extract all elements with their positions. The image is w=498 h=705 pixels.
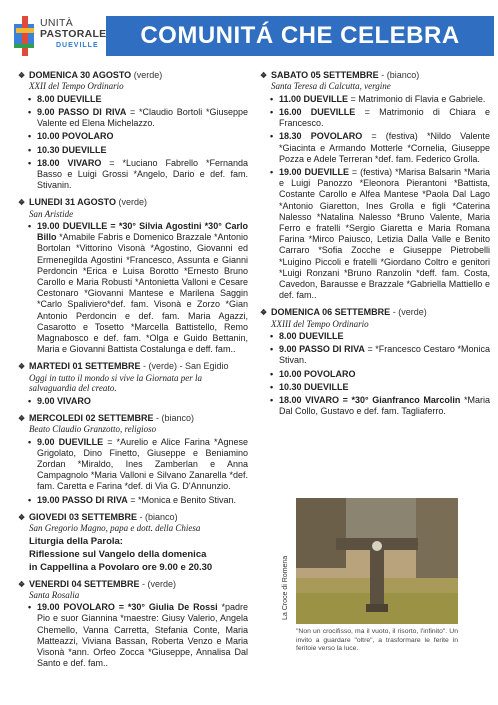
mass-entry bbox=[260, 395, 490, 417]
page-title: COMUNITÁ CHE CELEBRA bbox=[140, 22, 460, 49]
day-subtitle: Santa Rosalia bbox=[29, 589, 80, 600]
mass-time-place: 10.00 POVOLARO bbox=[37, 131, 114, 142]
photo-side-text: La Croce di Romena bbox=[282, 555, 289, 620]
liturgical-color: (verde) bbox=[133, 70, 163, 80]
mass-time-place: 10.00 POVOLARO bbox=[279, 368, 356, 379]
bullet-icon: • bbox=[28, 144, 32, 155]
bullet-icon: • bbox=[28, 436, 32, 447]
day-subtitle: XXIII del Tempo Ordinario bbox=[271, 318, 369, 329]
day-heading bbox=[18, 70, 248, 81]
day-heading bbox=[18, 413, 248, 424]
bullet-icon: • bbox=[270, 166, 274, 177]
mass-time-place: 18.00 VIVARO bbox=[37, 157, 102, 168]
logo-line-1: UNITÀ bbox=[40, 17, 73, 29]
day-section bbox=[18, 579, 248, 670]
day-title: MERCOLEDI 02 SETTEMBRE bbox=[29, 412, 154, 423]
mass-entry bbox=[260, 94, 490, 105]
day-heading bbox=[18, 512, 248, 523]
bullet-icon: • bbox=[270, 395, 274, 406]
mass-intentions: *Amabile Fabris e Domenico Brazzale *Antonio Bortolan *Vittorino Visonà *Agostino, Giovanni ed Ermenegilda Agostini *Francesco, Assunta e Gianni Perdoncin *Erica e Luisa Borotto *Ernesto Bruno Carollo e Maria Robusti *Antonietta Valloni e Cesare Cestonaro *Giovanni Mantese e Marilena Saggin *Carlo Spaliviero*def. fam. Visonà e Zorzo *Gian Antonio Perdoncin e def. fam. Maria Agazzi, Casarotto e Tosetto *Marcella Battistello, Remo Magnabosco e def. fam. *Olga e Guido Bettanin, Maria e Giovanni Battista Costalunga e deff. fam.. bbox=[37, 232, 248, 355]
mass-entry bbox=[260, 131, 490, 165]
liturgy-note: Liturgia della Parola: bbox=[29, 535, 123, 547]
mass-entry bbox=[18, 131, 248, 142]
mass-entry bbox=[18, 94, 248, 105]
liturgical-color: - (verde) bbox=[392, 307, 427, 318]
bullet-icon: • bbox=[270, 368, 274, 379]
bullet-icon: • bbox=[270, 344, 274, 355]
day-section bbox=[260, 307, 490, 417]
bullet-icon: • bbox=[28, 494, 32, 505]
liturgical-color: - (verde) - San Egidio bbox=[143, 361, 229, 372]
mass-time-place: 19.00 POVOLARO = *30° Giulia De Rossi bbox=[37, 602, 218, 613]
mass-intentions: = (festiva) *Marisa Balsarin *Maria e Luigi Panozzo *Eleonora Pierantoni *Battista, Costante Carollo e Alfea Mantese *Paola Dal Lago *Antonio Giaretton, Ines Grolla e figli *Caterina Nalesso *Natalina Nalesso *Bruno Valente, Maria Ferro e fratelli *Sergio Giaretta e Maria Romana Farina *Mirco Paiusco, Letizia Dalla Valle e Benito Carraro *Sofia Zocche e Giuseppe Pietrobelli *Luigino Piccoli e fratelli *Giordano Coltro e genitori *Luigi Ronzani *Bruno Ranzolin *deff. fam. Costa, Cavedon, Barausse e Brazzale *Gabriella Mattiello e def. fam.. bbox=[279, 166, 491, 301]
mass-time-place: 16.00 DUEVILLE bbox=[279, 106, 356, 117]
logo-line-3: DUEVILLE bbox=[56, 42, 99, 49]
mass-intentions: = *Luciano Fabrello *Fernanda Basso e Luigi Grossi *Angelo, Dario e def. fam. Stivanin. bbox=[37, 157, 248, 191]
bullet-icon: • bbox=[28, 131, 32, 142]
liturgical-color: - (bianco) bbox=[139, 511, 178, 522]
mass-entry bbox=[18, 437, 248, 493]
liturgical-color: - (bianco) bbox=[381, 70, 420, 80]
page-header bbox=[0, 0, 498, 66]
day-heading bbox=[260, 70, 490, 81]
mass-entry bbox=[260, 344, 490, 366]
mass-entry bbox=[18, 602, 248, 669]
cross-photo bbox=[296, 498, 458, 624]
mass-entry bbox=[18, 145, 248, 156]
mass-entry bbox=[18, 495, 248, 506]
cross-logo-icon bbox=[12, 14, 38, 58]
day-title: MARTEDI 01 SETTEMBRE bbox=[29, 361, 141, 372]
diamond-bullet-icon: ❖ bbox=[260, 308, 268, 318]
mass-time-place: 9.00 VIVARO bbox=[37, 395, 91, 406]
mass-entry bbox=[260, 107, 490, 129]
mass-intentions: = *Francesco Cestaro *Monica Stivan. bbox=[279, 344, 490, 366]
day-section bbox=[18, 197, 248, 355]
diamond-bullet-icon: ❖ bbox=[18, 198, 26, 208]
mass-intentions: *padre Pio e suor Giannina *maestre: Giusy Valerio, Angela Chemello, Vanna Carretta, Stefania Conte, Maria Matteazzi, Viviana Bassan, Roberta Venzo e Maria Visonà *ann. Orfeo Zocca *Giuseppe, Annalisa Dal Santo e def. fam.. bbox=[37, 602, 248, 669]
liturgical-color: (verde) bbox=[118, 197, 148, 208]
diamond-bullet-icon: ❖ bbox=[18, 362, 26, 372]
diamond-bullet-icon: ❖ bbox=[18, 413, 26, 423]
day-section bbox=[18, 70, 248, 191]
mass-entry bbox=[18, 158, 248, 192]
romena-cross-image bbox=[296, 498, 458, 624]
left-column bbox=[18, 70, 248, 675]
mass-intentions: = *Aurelio e Alice Farina *Agnese Grigolato, Dino Finetto, Giuseppe e Beniamino Zordan *Miraldo, Ines Zamberlan e Anna Campagnolo *Maria Valloni e Silvano Zanarella *def. fam. Caretta e Farina *def. di Via G. D'Annunzio. bbox=[37, 436, 248, 492]
bullet-icon: • bbox=[28, 106, 32, 117]
diamond-bullet-icon: ❖ bbox=[18, 512, 26, 522]
liturgical-color: - (verde) bbox=[142, 578, 177, 589]
mass-time-place: 10.30 DUEVILLE bbox=[37, 144, 107, 155]
mass-entry bbox=[260, 331, 490, 342]
day-title: GIOVEDI 03 SETTEMBRE bbox=[29, 511, 138, 522]
mass-entry bbox=[18, 221, 248, 355]
mass-intentions: = Matrimonio di Chiara e Francesco. bbox=[279, 106, 490, 129]
day-section bbox=[18, 512, 248, 573]
diamond-bullet-icon: ❖ bbox=[260, 71, 268, 80]
bullet-icon: • bbox=[270, 131, 274, 142]
mass-intentions: = *Claudio Bortoli *Giuseppe Valente ed Elena Michelazzo. bbox=[37, 106, 248, 129]
liturgy-note: in Cappellina a Povolaro ore 9.00 e 20.30 bbox=[29, 561, 213, 573]
day-subtitle: Oggi in tutto il mondo si vive la Giornata per la salvaguardia del creato. bbox=[29, 372, 202, 394]
mass-time-place: 9.00 PASSO DI RIVA bbox=[279, 344, 365, 355]
mass-intentions: = (festiva) *Nildo Valente *Giacinta e Armando Motterle *Cornelia, Giuseppe Pozza e Adele Terreran *def. fam. Federico Grolla. bbox=[279, 131, 490, 164]
mass-intentions: = *Monica e Benito Stivan. bbox=[127, 494, 237, 505]
mass-intentions: *Maria Dal Collo, Gustavo e def. fam. Tagliaferro. bbox=[279, 395, 490, 417]
bullet-icon: • bbox=[28, 221, 32, 232]
mass-time-place: 9.00 PASSO DI RIVA bbox=[37, 106, 127, 117]
day-section bbox=[18, 413, 248, 506]
mass-time-place: 19.00 DUEVILLE = *30° Silvia Agostini *30° Carlo Billo bbox=[37, 221, 248, 243]
day-subtitle: Santa Teresa di Calcutta, vergine bbox=[271, 81, 391, 92]
photo-side-label bbox=[282, 530, 294, 620]
pastoral-unit-logo bbox=[8, 10, 107, 62]
day-subtitle: San Gregorio Magno, papa e dott. della Chiesa bbox=[29, 523, 201, 533]
bullet-icon: • bbox=[270, 106, 274, 117]
mass-entry bbox=[18, 107, 248, 129]
mass-time-place: 10.30 DUEVILLE bbox=[279, 381, 349, 392]
mass-entry bbox=[260, 167, 490, 301]
mass-entry bbox=[260, 382, 490, 393]
mass-intentions: = Matrimonio di Flavia e Gabriele. bbox=[348, 93, 486, 104]
day-section bbox=[260, 70, 490, 301]
liturgy-note: Riflessione sul Vangelo della domenica bbox=[29, 548, 207, 560]
right-column bbox=[260, 70, 490, 423]
logo-line-2: PASTORALE bbox=[40, 28, 107, 40]
day-subtitle: XXII del Tempo Ordinario bbox=[29, 81, 124, 92]
mass-time-place: 8.00 DUEVILLE bbox=[279, 331, 344, 342]
bullet-icon: • bbox=[28, 157, 32, 168]
day-heading bbox=[18, 197, 248, 208]
diamond-bullet-icon: ❖ bbox=[18, 71, 26, 80]
day-title: SABATO 05 SETTEMBRE bbox=[271, 70, 379, 80]
bullet-icon: • bbox=[28, 602, 32, 613]
day-title: LUNEDI 31 AGOSTO bbox=[29, 197, 117, 208]
mass-time-place: 18.00 VIVARO = *30° Gianfranco Marcolin bbox=[279, 395, 461, 406]
mass-entry bbox=[260, 369, 490, 380]
day-subtitle: San Aristide bbox=[29, 208, 74, 219]
bullet-icon: • bbox=[270, 381, 274, 392]
mass-time-place: 11.00 DUEVILLE bbox=[279, 93, 349, 104]
day-heading bbox=[260, 307, 490, 318]
title-banner bbox=[106, 16, 494, 56]
day-title: VENERDI 04 SETTEMBRE bbox=[29, 578, 140, 589]
bullet-icon: • bbox=[28, 395, 32, 406]
mass-time-place: 19.00 PASSO DI RIVA bbox=[37, 494, 128, 505]
mass-time-place: 8.00 DUEVILLE bbox=[37, 93, 102, 104]
mass-entry bbox=[18, 396, 248, 407]
bullet-icon: • bbox=[270, 93, 274, 104]
day-heading bbox=[18, 579, 248, 590]
day-title: DOMENICA 30 AGOSTO bbox=[29, 70, 132, 80]
bullet-icon: • bbox=[28, 93, 32, 104]
day-title: DOMENICA 06 SETTEMBRE bbox=[271, 307, 391, 318]
day-subtitle: Beato Claudio Granzotto, religioso bbox=[29, 424, 157, 435]
mass-time-place: 19.00 DUEVILLE bbox=[279, 166, 349, 177]
day-heading bbox=[18, 361, 248, 372]
bullet-icon: • bbox=[270, 331, 274, 342]
day-section bbox=[18, 361, 248, 406]
photo-caption: "Non un crocifisso, ma il vuoto, il risorto, l'infinito". Un invito a guardare "oltre", a trasformare le ferite in feritoie verso la luce. bbox=[296, 628, 458, 652]
diamond-bullet-icon: ❖ bbox=[18, 579, 26, 589]
liturgical-color: - (bianco) bbox=[156, 412, 195, 423]
mass-time-place: 9.00 DUEVILLE bbox=[37, 436, 104, 447]
mass-time-place: 18.30 POVOLARO bbox=[279, 131, 363, 142]
